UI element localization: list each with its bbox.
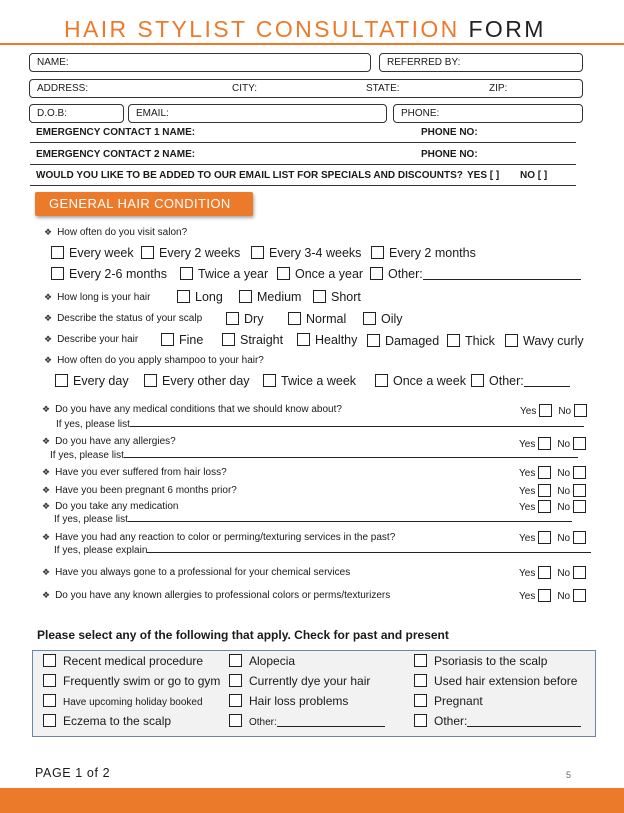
hair-type-damaged[interactable]: Damaged [367,334,439,350]
checkbox[interactable] [177,290,190,303]
chemical-reaction-yes-no[interactable]: Yes No [519,531,586,545]
medication-list[interactable]: If yes, please list [54,514,572,525]
medical-conditions-question: ❖ Do you have any medical conditions that we should know about? [42,404,342,415]
checkbox[interactable] [414,654,427,667]
hair-length-question: ❖ How long is your hair [44,292,151,303]
checkbox[interactable] [144,374,157,387]
shampoo-once-a-week[interactable]: Once a week [375,374,466,390]
apply-psoriasis[interactable]: Psoriasis to the scalp [414,654,547,670]
diamond-bullet-icon: ❖ [42,567,51,577]
visit-option-other[interactable]: Other: [370,267,581,283]
checkbox[interactable] [371,246,384,259]
shampoo-every-day[interactable]: Every day [55,374,129,390]
write-line[interactable] [147,552,591,553]
name-label: NAME: [37,57,69,68]
hair-loss-yes-no[interactable]: Yes No [519,466,586,480]
diamond-bullet-icon: ❖ [44,292,53,302]
checkbox[interactable] [414,674,427,687]
color-allergies-question: ❖ Do you have any known allergies to professional colors or perms/texturizers [42,590,391,601]
checkbox[interactable] [297,333,310,346]
checkbox[interactable] [229,674,242,687]
emergency-contact-1-row[interactable] [30,124,576,143]
checkbox[interactable] [251,246,264,259]
checkbox[interactable] [43,674,56,687]
email-list-no[interactable]: NO [ ] [520,170,548,181]
checkbox[interactable] [375,374,388,387]
apply-dye-hair[interactable]: Currently dye your hair [229,674,370,690]
checkbox[interactable] [447,334,460,347]
apply-hair-loss[interactable]: Hair loss problems [229,694,348,710]
apply-other-2[interactable]: Other: [414,714,581,730]
checkbox[interactable] [180,267,193,280]
hair-type-fine[interactable]: Fine [161,333,203,349]
checkbox[interactable] [414,714,427,727]
checkbox[interactable] [370,267,383,280]
diamond-bullet-icon: ❖ [42,436,51,446]
checkbox[interactable] [239,290,252,303]
hair-type-healthy[interactable]: Healthy [297,333,357,349]
checkbox[interactable] [55,374,68,387]
diamond-bullet-icon: ❖ [42,485,51,495]
diamond-bullet-icon: ❖ [42,404,51,414]
medication-question: ❖ Do you take any medication [42,501,179,512]
email-list-question: WOULD YOU LIKE TO BE ADDED TO OUR EMAIL LIST FOR SPECIALS AND DISCOUNTS? [36,170,463,181]
checkbox[interactable] [573,566,586,579]
checkbox[interactable] [573,466,586,479]
referred-by-field[interactable] [379,53,583,72]
apply-other-1[interactable]: Other: [229,714,385,730]
diamond-bullet-icon: ❖ [44,355,53,365]
checkbox[interactable] [538,466,551,479]
apply-options-panel [32,650,596,737]
diamond-bullet-icon: ❖ [42,532,51,542]
form-title-main: HAIR STYLIST CONSULTATION [64,16,460,42]
checkbox[interactable] [471,374,484,387]
referred-by-label: REFERRED BY: [387,57,461,68]
visit-option-once-a-year[interactable]: Once a year [277,267,363,283]
checkbox[interactable] [573,484,586,497]
scalp-oily[interactable]: Oily [363,312,403,328]
checkbox[interactable] [141,246,154,259]
scalp-dry[interactable]: Dry [226,312,263,328]
checkbox[interactable] [51,246,64,259]
hair-type-question: ❖ Describe your hair [44,334,139,345]
shampoo-every-other-day[interactable]: Every other day [144,374,250,390]
emergency-contact-2-row[interactable] [30,146,576,165]
checkbox[interactable] [538,589,551,602]
footer-bar [0,788,624,813]
zip-label: ZIP: [489,83,508,94]
hair-type-wavy-curly[interactable]: Wavy curly [505,334,584,350]
visit-option-every-2-weeks[interactable]: Every 2 weeks [141,246,240,262]
page-indicator: PAGE 1 of 2 [35,766,111,780]
scalp-question: ❖ Describe the status of your scalp [44,313,203,324]
color-allergies-yes-no[interactable]: Yes No [519,589,586,603]
checkbox[interactable] [229,694,242,707]
address-label: ADDRESS: [37,83,89,94]
visit-option-every-3-4-weeks[interactable]: Every 3-4 weeks [251,246,361,262]
address-field[interactable] [29,79,583,98]
email-label: EMAIL: [136,108,169,119]
scalp-normal[interactable]: Normal [288,312,346,328]
diamond-bullet-icon: ❖ [44,313,53,323]
professional-services-question: ❖ Have you always gone to a professional for your chemical services [42,567,351,578]
email-field[interactable] [128,104,387,123]
shampoo-question: ❖ How often do you apply shampoo to your hair? [44,355,264,366]
write-line[interactable] [128,521,572,522]
apply-eczema[interactable]: Eczema to the scalp [43,714,171,730]
allergies-list[interactable]: If yes, please list [50,450,578,461]
checkbox[interactable] [288,312,301,325]
checkbox[interactable] [226,312,239,325]
shampoo-twice-a-week[interactable]: Twice a week [263,374,356,390]
checkbox[interactable] [229,714,242,727]
chemical-reaction-explain[interactable]: If yes, please explain [54,545,591,556]
medication-yes-no[interactable]: Yes No [519,500,586,514]
diamond-bullet-icon: ❖ [44,227,53,237]
checkbox[interactable] [538,484,551,497]
dob-label: D.O.B: [37,108,68,119]
general-hair-condition-header: GENERAL HAIR CONDITION [35,192,253,216]
apply-holiday-booked[interactable]: Have upcoming holiday booked [43,694,203,710]
checkbox[interactable] [538,437,551,450]
chemical-reaction-question: ❖ Have you had any reaction to color or perming/texturing services in the past? [42,532,396,543]
medical-conditions-list[interactable]: If yes, please list [56,419,584,430]
other-write-line[interactable] [277,726,385,727]
pregnant-yes-no[interactable]: Yes No [519,484,586,498]
checkbox[interactable] [538,531,551,544]
diamond-bullet-icon: ❖ [44,334,53,344]
professional-services-yes-no[interactable]: Yes No [519,566,586,580]
hair-loss-question: ❖ Have you ever suffered from hair loss? [42,467,227,478]
checkbox[interactable] [414,694,427,707]
visit-option-twice-a-year[interactable]: Twice a year [180,267,268,283]
pregnant-question: ❖ Have you been pregnant 6 months prior? [42,485,237,496]
checkbox[interactable] [313,290,326,303]
checkbox[interactable] [538,566,551,579]
hair-type-thick[interactable]: Thick [447,334,495,350]
emergency-contact-1-label: EMERGENCY CONTACT 1 NAME: [36,127,196,138]
allergies-yes-no[interactable]: Yes No [519,437,586,451]
email-list-yes[interactable]: YES [ ] [467,170,500,181]
checkbox[interactable] [277,267,290,280]
write-line[interactable] [130,426,584,427]
hair-length-medium[interactable]: Medium [239,290,301,306]
other-write-line[interactable] [467,726,581,727]
form-title-suffix: FORM [468,16,546,42]
checkbox[interactable] [161,333,174,346]
title-underline [0,43,624,45]
phone-field[interactable] [393,104,583,123]
allergies-question: ❖ Do you have any allergies? [42,436,176,447]
phone-label: PHONE: [401,108,440,119]
medical-conditions-yes-no[interactable]: Yes No [520,404,587,418]
diamond-bullet-icon: ❖ [42,590,51,600]
checkbox[interactable] [573,589,586,602]
city-label: CITY: [232,83,258,94]
email-list-row [30,167,576,186]
checkbox[interactable] [363,312,376,325]
emergency-contact-2-label: EMERGENCY CONTACT 2 NAME: [36,149,196,160]
form-title [64,16,546,43]
checkbox[interactable] [573,500,586,513]
apply-alopecia[interactable]: Alopecia [229,654,295,670]
apply-section-title: Please select any of the following that apply. Check for past and present [37,628,449,642]
dob-field[interactable] [29,104,124,123]
checkbox[interactable] [573,437,586,450]
diamond-bullet-icon: ❖ [42,467,51,477]
checkbox[interactable] [229,654,242,667]
state-label: STATE: [366,83,400,94]
checkbox[interactable] [538,500,551,513]
checkbox[interactable] [51,267,64,280]
shampoo-other[interactable]: Other: [471,374,570,390]
checkbox[interactable] [539,404,552,417]
other-write-line[interactable] [423,279,581,280]
visit-option-every-2-months[interactable]: Every 2 months [371,246,476,262]
checkbox[interactable] [43,694,56,707]
checkbox[interactable] [43,654,56,667]
name-field[interactable] [29,53,371,72]
checkbox[interactable] [43,714,56,727]
emergency-contact-1-phone-label: PHONE NO: [421,127,478,138]
apply-recent-medical-procedure[interactable]: Recent medical procedure [43,654,203,670]
emergency-contact-2-phone-label: PHONE NO: [421,149,478,160]
checkbox[interactable] [263,374,276,387]
diamond-bullet-icon: ❖ [42,501,51,511]
visit-option-every-2-6-months[interactable]: Every 2-6 months [51,267,167,283]
apply-hair-extension[interactable]: Used hair extension before [414,674,577,690]
checkbox[interactable] [222,333,235,346]
hair-length-short[interactable]: Short [313,290,361,306]
visit-option-every-week[interactable]: Every week [51,246,134,262]
checkbox[interactable] [574,404,587,417]
visit-question: ❖ How often do you visit salon? [44,227,188,238]
checkbox[interactable] [505,334,518,347]
checkbox[interactable] [367,334,380,347]
other-write-line[interactable] [524,386,570,387]
write-line[interactable] [124,457,578,458]
hair-type-straight[interactable]: Straight [222,333,283,349]
apply-pregnant[interactable]: Pregnant [414,694,483,710]
page-number: 5 [566,770,572,780]
hair-length-long[interactable]: Long [177,290,223,306]
apply-swim-gym[interactable]: Frequently swim or go to gym [43,674,220,690]
checkbox[interactable] [573,531,586,544]
